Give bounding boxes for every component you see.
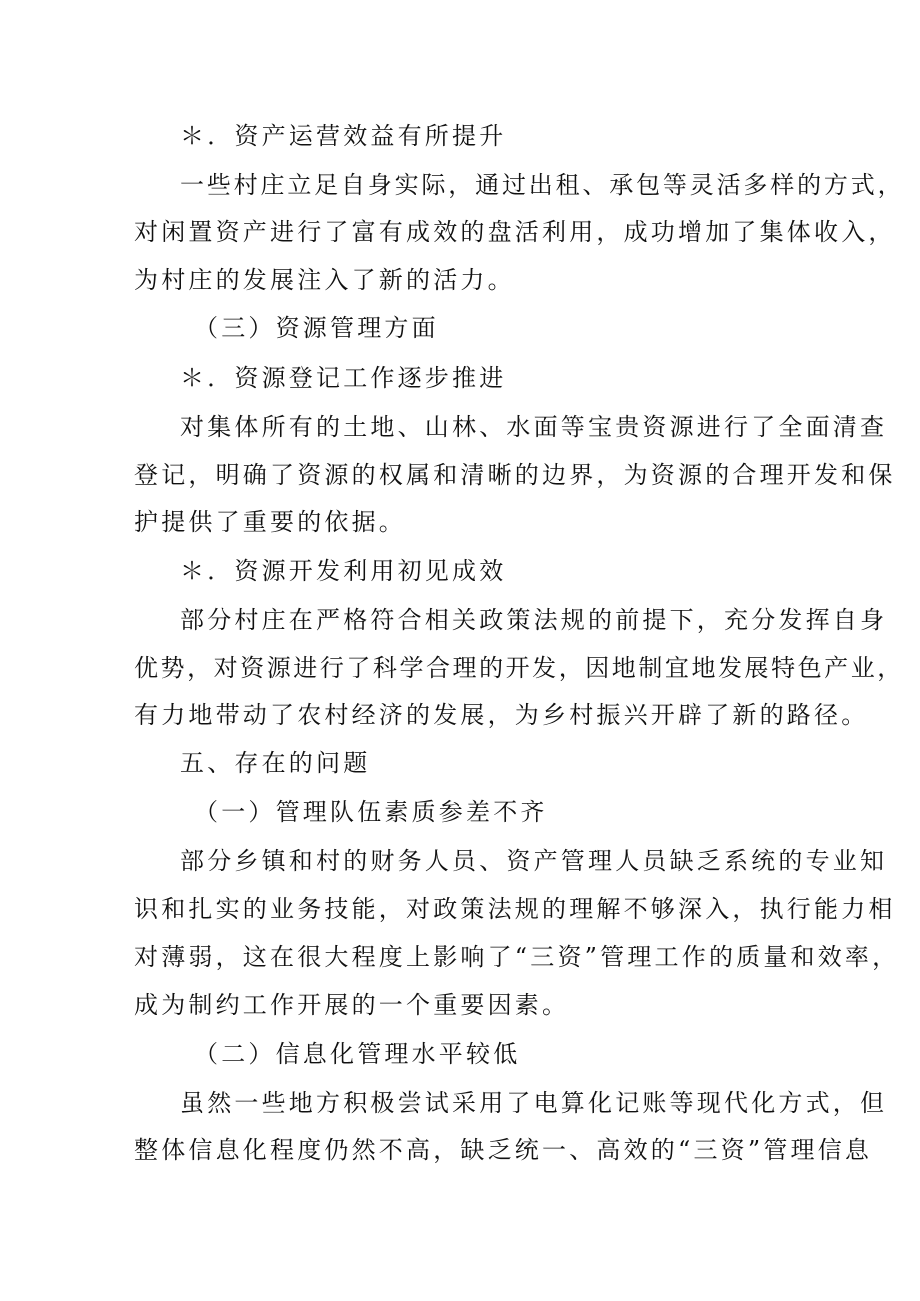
subheading-resource-development: ＊．资源开发利用初见成效 (180, 557, 507, 585)
paragraph-line: 为村庄的发展注入了新的活力。 (134, 266, 515, 294)
section-heading-team-quality: （一）管理队伍素质参差不齐 (194, 798, 548, 826)
paragraph-line: 护提供了重要的依据。 (134, 508, 406, 536)
paragraph-line: 一些村庄立足自身实际，通过出租、承包等灵活多样的方式， (180, 171, 905, 199)
paragraph-line: 成为制约工作开展的一个重要因素。 (134, 991, 570, 1019)
paragraph-line: 对闲置资产进行了富有成效的盘活利用，成功增加了集体收入， (134, 218, 896, 246)
paragraph-line: 对集体所有的土地、山林、水面等宝贵资源进行了全面清查 (180, 413, 888, 441)
chapter-heading-problems: 五、存在的问题 (180, 749, 371, 777)
paragraph-line: 有力地带动了农村经济的发展，为乡村振兴开辟了新的路径。 (134, 701, 869, 729)
paragraph-line: 虽然一些地方积极尝试采用了电算化记账等现代化方式，但 (180, 1089, 888, 1117)
paragraph-line: 登记，明确了资源的权属和清晰的边界，为资源的合理开发和保 (134, 461, 896, 489)
paragraph-line: 对薄弱，这在很大程度上影响了“三资”管理工作的质量和效率， (134, 943, 900, 971)
paragraph-line: 优势，对资源进行了科学合理的开发，因地制宜地发展特色产业， (134, 654, 904, 682)
subheading-resource-registration: ＊．资源登记工作逐步推进 (180, 364, 507, 392)
paragraph-line: 部分乡镇和村的财务人员、资产管理人员缺乏系统的专业知 (180, 847, 888, 875)
paragraph-line: 部分村庄在严格符合相关政策法规的前提下，充分发挥自身 (180, 606, 888, 634)
subheading-asset-operation: ＊．资产运营效益有所提升 (180, 122, 507, 150)
paragraph-line: 整体信息化程度仍然不高，缺乏统一、高效的“三资”管理信息 (134, 1136, 873, 1164)
section-heading-informatization: （二）信息化管理水平较低 (194, 1040, 521, 1068)
section-heading-resource-management: （三）资源管理方面 (194, 314, 439, 342)
paragraph-line: 识和扎实的业务技能，对政策法规的理解不够深入，执行能力相 (134, 895, 896, 923)
